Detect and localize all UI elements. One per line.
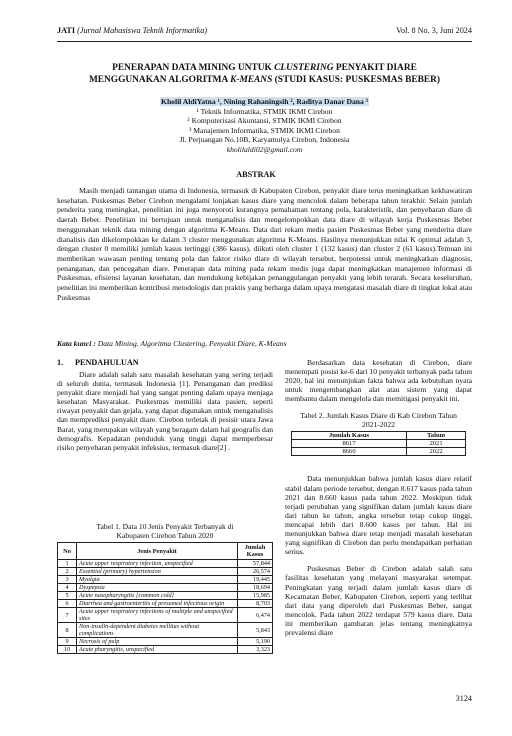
table-cell: Dyspepsia <box>77 584 238 592</box>
table-cell: 2021 <box>407 440 466 448</box>
table-cell: Necrosis of pulp <box>77 638 238 646</box>
table-cell: 3,323 <box>238 646 273 654</box>
email: kholilaldi02@gmail.com <box>226 144 303 154</box>
affiliation-3: ³ Manajemen Informatika, STMIK IKMI Cirebon <box>189 125 340 135</box>
table-cell: 2022 <box>407 448 466 456</box>
section-heading: 1. PENDAHULUAN <box>57 358 139 367</box>
right-paragraph-3: Puskesmas Beber di Cirebon adalah salah satu fasilitas kesehatan yang melayani masyarakat setempat. Peningkatan yang terjadi dalam jumlah kasus diare di Kecamatan Beber, Kabupaten Cirebon, seperti yang terlihat dari data yang diperoleh dari Puskesmas Beber, sangat mencolok. Pada tahun 2022 terdapat 579 kasus diare. Data ini memberikan gambaran jelas tentang meningkatnya prevalensi diare <box>285 564 472 637</box>
table-cell: 8660 <box>292 448 407 456</box>
table-cell: Acute upper respiratory infections of multiple and unspecified sites <box>77 608 238 623</box>
table-row <box>58 646 273 654</box>
table-row <box>58 568 273 576</box>
table-cell: Essential (primary) hypertension <box>77 568 238 576</box>
table-header: Jenis Penyakit <box>77 543 238 560</box>
issue-info: Vol. 8 No. 3, Juni 2024 <box>396 26 472 35</box>
table-cell: 4 <box>58 584 77 592</box>
table-cell: Acute nasopharyngitis [common cold] <box>77 592 238 600</box>
table-cell: 6 <box>58 600 77 608</box>
table-cell: 8,703 <box>238 600 273 608</box>
table-cell: 15,985 <box>238 592 273 600</box>
journal-name: JATI (Jurnal Mahasiswa Teknik Informatika) <box>57 26 208 35</box>
table-row <box>292 440 466 448</box>
table-cell: 10 <box>58 646 77 654</box>
table-cell: 26,574 <box>238 568 273 576</box>
table-row <box>58 608 273 623</box>
table-cell: 57,844 <box>238 560 273 568</box>
table-header: Jumlah Kasus <box>292 432 407 440</box>
address: Jl. Perjuangan No.10B, Karyamulya Cirebon, Indonesia <box>179 135 350 145</box>
table-cell: Acute upper respiratory infection, unspecified <box>77 560 238 568</box>
table-row <box>58 584 273 592</box>
abstract-heading: ABSTRAK <box>236 170 276 179</box>
table-header: Tahun <box>407 432 466 440</box>
table-2-caption: Tabel 2. Jumlah Kasus Diare di Kab Cirebon Tahun 2021-2022 <box>300 411 457 430</box>
table-cell: 7 <box>58 608 77 623</box>
table-row <box>58 592 273 600</box>
table-cell: 2 <box>58 568 77 576</box>
author-block <box>57 97 472 155</box>
table-row <box>58 576 273 584</box>
affiliation-1: ¹ Teknik Informatika, STMIK IKMI Cirebon <box>196 106 333 116</box>
table-cell: 8617 <box>292 440 407 448</box>
table-1 <box>57 522 273 654</box>
right-column <box>285 358 472 637</box>
table-cell: 3 <box>58 576 77 584</box>
table-cell: Acute pharyngitis, unspecified <box>77 646 238 654</box>
table-cell: Myalgia <box>77 576 238 584</box>
table-1-caption: Tabel 1. Data 10 Jenis Penyakit Terbanyak di Kabupaten Cirebon Tahun 2020 <box>96 522 234 540</box>
abstract-text: Masih menjadi tantangan utama di Indonesia, termasuk di Kabupaten Cirebon, penyakit diare terus meningkatkan kekhawatiran kesehatan. Puskesmas Beber Cirebon mengalami lonjakan kasus diare yang mencolok dalam beberapa tahun terakhir. Selain jumlah penderita yang meningkat, penelitian ini juga menyoroti kurangnya pemahaman tentang pola, karakteristik, dan penyebaran diare di daerah Beber. Penelitian ini bertujuan untuk menganalisis dan mengelompokkan data diare di wilayah kerja Puskesmas Beber menggunakan teknik data mining dengan algoritma K-Means. Data dari rekam medis pasien Puskesmas Beber yang menderita diare dianalisis dan dikelompokkan ke dalam 3 cluster menggunakan algoritma K-Means. Hasilnya menunjukkan nilai K optimal adalah 3, dengan cluster 0 memiliki jumlah kasus tertinggi (386 kasus), diikuti oleh cluster 1 (132 kasus) dan cluster 2 (61 kasus).Temuan ini memberikan wawasan penting tentang pola dan faktor risiko diare di wilayah tersebut, berpotensi untuk meningkatkan diagnosis, penanganan, dan pencegahan diare. Penerapan data mining pada rekam medis juga dapat meningkatkan manajemen informasi di Puskesmas, efisiensi layanan kesehatan, dan mendukung kebijakan penanggulangan penyakit yang lebih terarah. Secara keseluruhan, penelitian ini memberikan kontribusi metodologis dan praktis yang berharga dalam upaya mengatasi masalah diare di tingkat lokal atau Puskesmas <box>57 186 472 302</box>
table-2 <box>291 431 466 456</box>
table-1-grid <box>57 542 273 654</box>
table-row <box>292 448 466 456</box>
table-row <box>58 638 273 646</box>
left-column <box>57 358 273 452</box>
table-header: No <box>58 543 77 560</box>
table-cell: 1 <box>58 560 77 568</box>
table-cell: 5,843 <box>238 623 273 638</box>
table-cell: 5 <box>58 592 77 600</box>
table-cell: 5,190 <box>238 638 273 646</box>
table-cell: 19,445 <box>238 576 273 584</box>
affiliation-2: ² Komputerisasi Akuntansi, STMIK IKMI Cirebon <box>187 116 342 126</box>
table-cell: 18,694 <box>238 584 273 592</box>
table-cell: 8 <box>58 623 77 638</box>
page-number: 3124 <box>455 694 472 703</box>
author-names: Kholil AldiYatna ¹, Nining Rahaningsih ², Raditya Danar Dana ³ <box>161 97 368 106</box>
table-cell: 6,474 <box>238 608 273 623</box>
table-row <box>58 600 273 608</box>
intro-paragraph: Diare adalah salah satu masalah kesehatan yang sering terjadi di seluruh dunia, termasuk Indonesia [1]. Penanganan dan prediksi penyakit diare menjadi hal yang sangat penting dalam upaya menjaga kesehatan Masyarakat. Puskesmas memiliki data pasien, seperti riwayat penyakit dan gejala, yang dapat digunakan untuk menganalisis dan memprediksi penyakit diare. Cirebon terletak di pesisir utara Jawa Barat, yang merupakan wilayah yang beragam dalam hal geografis dan demografis. Kepadatan penduduk yang tinggi dapat memperbesar risiko penyebaran penyakit infeksius, termasuk diare[2] . <box>57 370 273 452</box>
table-row <box>58 623 273 638</box>
paper-title: PENERAPAN DATA MINING UNTUK CLUSTERING PENYAKIT DIARE MENGGUNAKAN ALGORITMA K-MEANS (STUDI KASUS: PUSKESMAS BEBER) <box>88 63 441 85</box>
table-row <box>58 560 273 568</box>
running-header <box>57 26 472 40</box>
table-cell: Non-insulin-dependent diabetes mellitus without complications <box>77 623 238 638</box>
keywords: Kata kunci : Data Mining, Algoritma Clustering, Penyakit Diare, K-Means <box>57 339 287 348</box>
header-rule <box>57 41 472 42</box>
table-cell: Diarrhea and gastroenteritis of presumed infectious origin <box>77 600 238 608</box>
right-paragraph-2: Data menunjukkan bahwa jumlah kasus diare relatif stabil dalam periode tersebut, dengan 8.617 kasus pada tahun 2021 dan 8.660 kasus pada tahun 2022. Meskipun tidak terjadi perubahan yang signifikan dalam jumlah kasus diare dari tahun ke tahun, angka tersebut tetap cukup tinggi, mencapai lebih dari 8.600 kasus per tahun. Hal ini menunjukkan bahwa diare tetap menjadi masalah kesehatan yang signifikan di Cirebon dan perlu mendapatkan perhatian serius. <box>285 474 472 557</box>
table-cell: 9 <box>58 638 77 646</box>
table-header: Jumlah Kasus <box>238 543 273 560</box>
right-paragraph-1: Berdasarkan data kesehatan di Cirebon, diare menempati posisi ke-6 dari 10 penyakit terbanyak pada tahun 2020, hal ini menunjukan fakta bahwa ada kebutuhan nyata untuk mengembangkan alat atau sistem yang dapat membantu dalam mengelola dan memitigasi penyakit ini. <box>285 358 472 404</box>
